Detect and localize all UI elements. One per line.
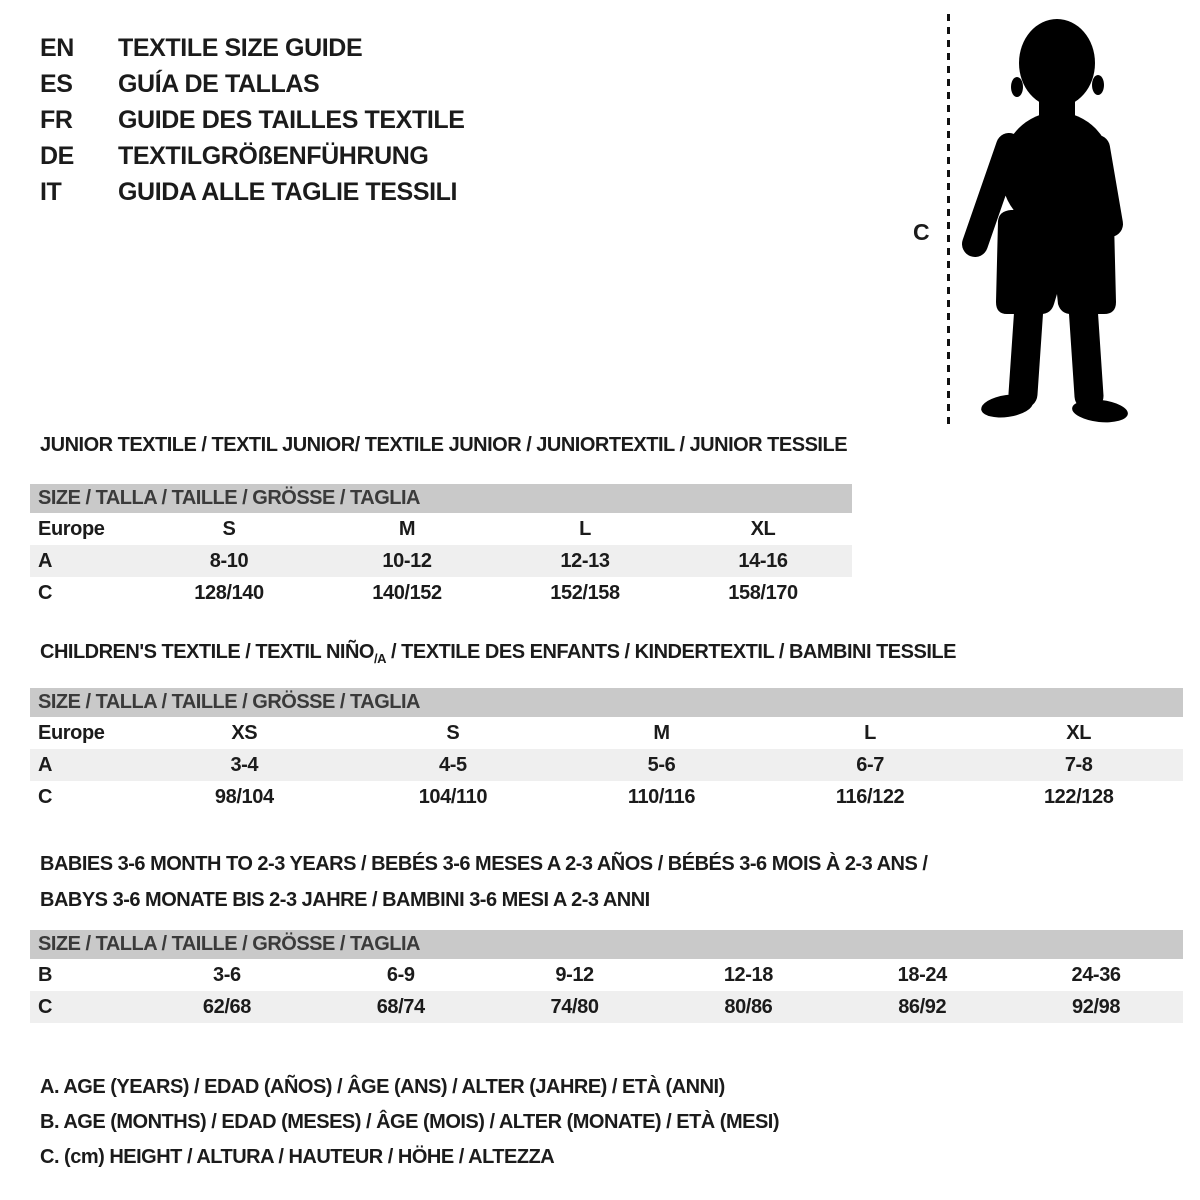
height-cell: 158/170 (728, 581, 798, 604)
children-title-sub: /A (373, 651, 386, 666)
table-row (30, 781, 1183, 813)
height-cell: 140/152 (372, 581, 442, 604)
language-code: ES (40, 69, 73, 98)
babies-title-line2: BABYS 3-6 MONATE BIS 2-3 JAHRE / BAMBINI 3-6 MESI A 2-3 ANNI (40, 889, 650, 911)
size-cell: S (222, 517, 236, 540)
babies-size-table (30, 930, 1183, 1023)
row-label: Europe (38, 517, 105, 540)
table-row (30, 545, 852, 577)
height-cell: 80/86 (724, 995, 773, 1018)
height-cell: 68/74 (376, 995, 425, 1018)
language-row-es (40, 66, 465, 102)
table-row (30, 513, 852, 545)
guide-title-fr: GUIDE DES TAILLES TEXTILE (118, 105, 465, 134)
note-height-cm: C. (cm) HEIGHT / ALTURA / HAUTEUR / HÖHE / ALTEZZA (40, 1146, 555, 1168)
row-label: C (38, 995, 53, 1018)
language-code: DE (40, 141, 74, 170)
height-cell: 152/158 (550, 581, 620, 604)
height-cell: 128/140 (194, 581, 264, 604)
size-cell: L (579, 517, 591, 540)
age-cell: 7-8 (1064, 753, 1093, 776)
size-cell: S (446, 721, 460, 744)
height-cell: 62/68 (202, 995, 251, 1018)
children-title-text: / TEXTILE DES ENFANTS / KINDERTEXTIL / BAMBINI TESSILE (385, 641, 956, 663)
size-cell: XL (750, 517, 776, 540)
age-cell: 4-5 (439, 753, 467, 776)
age-cell: 5-6 (647, 753, 676, 776)
age-cell: 3-4 (230, 753, 259, 776)
guide-title-es: GUÍA DE TALLAS (118, 69, 320, 98)
row-label: B (38, 963, 53, 986)
size-cell: XS (231, 721, 258, 744)
table-header-band (30, 930, 1183, 959)
table-row (30, 959, 1183, 991)
language-code: IT (40, 177, 62, 206)
age-cell: 12-18 (723, 963, 773, 986)
height-cell: 104/110 (418, 785, 488, 808)
row-label: Europe (38, 721, 105, 744)
junior-size-table (30, 484, 852, 609)
age-cell: 3-6 (213, 963, 241, 986)
row-label: A (38, 753, 53, 776)
children-section-title (40, 641, 956, 666)
language-row-en (40, 30, 465, 66)
size-cell: M (398, 517, 416, 540)
guide-title-it: GUIDA ALLE TAGLIE TESSILI (118, 177, 458, 206)
note-age-years: A. AGE (YEARS) / EDAD (AÑOS) / ÂGE (ANS) / ALTER (JAHRE) / ETÀ (ANNI) (40, 1076, 725, 1098)
size-header-label: SIZE / TALLA / TAILLE / GRÖSSE / TAGLIA (30, 930, 1183, 959)
guide-title-de: TEXTILGRÖßENFÜHRUNG (118, 141, 429, 170)
language-row-it (40, 174, 465, 210)
age-cell: 14-16 (738, 549, 788, 572)
height-cell: 122/128 (1043, 785, 1114, 808)
table-row (30, 991, 1183, 1023)
language-code: FR (40, 105, 73, 134)
age-cell: 12-13 (560, 549, 610, 572)
age-cell: 18-24 (897, 963, 947, 986)
age-cell: 6-7 (856, 753, 884, 776)
language-code: EN (40, 33, 74, 62)
size-header-label: SIZE / TALLA / TAILLE / GRÖSSE / TAGLIA (30, 688, 1183, 717)
height-cell: 92/98 (1072, 995, 1121, 1018)
table-row (30, 749, 1183, 781)
legend-notes (40, 1070, 779, 1175)
table-row (30, 577, 852, 609)
height-cell: 110/116 (627, 785, 696, 808)
row-label: A (38, 549, 53, 572)
note-age-months: B. AGE (MONTHS) / EDAD (MESES) / ÂGE (MOIS) / ALTER (MONATE) / ETÀ (MESI) (40, 1111, 780, 1133)
children-title-text: CHILDREN'S TEXTILE / TEXTIL NIÑO (40, 641, 374, 663)
age-cell: 8-10 (209, 549, 249, 572)
height-measure-label: C (913, 219, 930, 245)
age-cell: 24-36 (1071, 963, 1121, 986)
babies-title-line1: BABIES 3-6 MONTH TO 2-3 YEARS / BEBÉS 3-6 MESES A 2-3 AÑOS / BÉBÉS 3-6 MOIS À 2-3 ANS / (40, 853, 928, 875)
row-label: C (38, 581, 53, 604)
size-header-label: SIZE / TALLA / TAILLE / GRÖSSE / TAGLIA (30, 484, 852, 513)
table-header-band (30, 688, 1183, 717)
row-label: C (38, 785, 53, 808)
age-cell: 6-9 (386, 963, 415, 986)
language-row-fr (40, 102, 465, 138)
size-cell: XL (1066, 721, 1092, 744)
table-header-band (30, 484, 852, 513)
junior-section-title: JUNIOR TEXTILE / TEXTIL JUNIOR/ TEXTILE JUNIOR / JUNIORTEXTIL / JUNIOR TESSILE (40, 434, 848, 456)
table-row (30, 717, 1183, 749)
height-cell: 98/104 (214, 785, 274, 808)
guide-title-en: TEXTILE SIZE GUIDE (118, 33, 363, 62)
height-cell: 116/122 (835, 785, 905, 808)
babies-section-title (40, 846, 927, 918)
age-cell: 9-12 (555, 963, 594, 986)
age-cell: 10-12 (382, 549, 432, 572)
height-cell: 86/92 (898, 995, 947, 1018)
toddler-silhouette-icon (945, 8, 1155, 428)
children-size-table (30, 688, 1183, 813)
size-cell: L (864, 721, 876, 744)
language-row-de (40, 138, 465, 174)
size-cell: M (653, 721, 670, 744)
language-title-list (40, 30, 465, 210)
height-cell: 74/80 (550, 995, 599, 1018)
